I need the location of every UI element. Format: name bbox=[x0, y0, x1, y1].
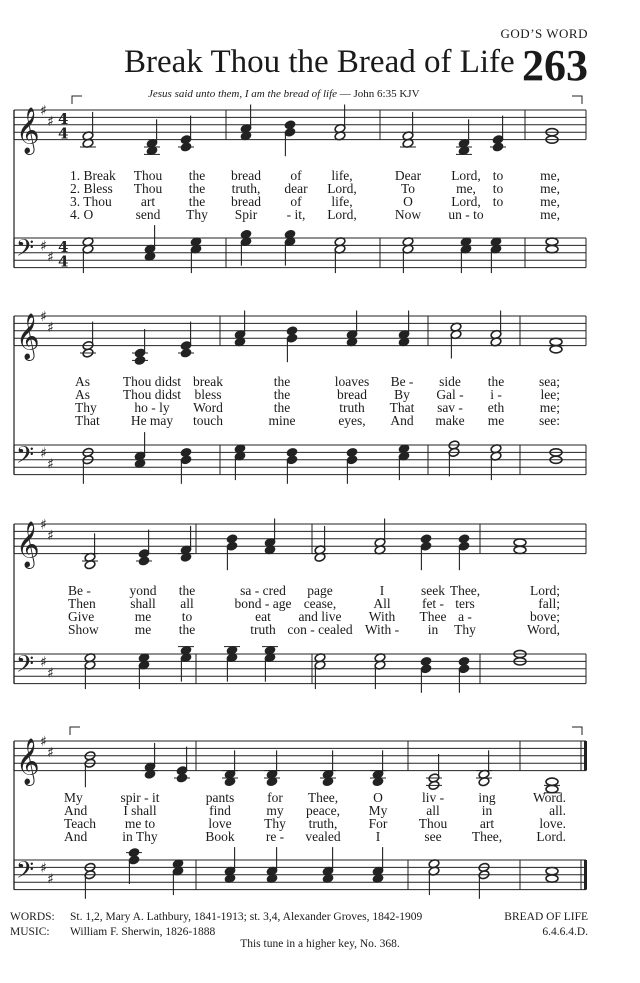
lyric-syllable: fet - bbox=[421, 596, 445, 611]
phrase-bracket bbox=[70, 727, 80, 735]
time-signature: 4 bbox=[58, 124, 69, 143]
lyric-syllable: Lord; bbox=[530, 583, 560, 598]
treble-clef-icon: 𝄞 bbox=[16, 107, 40, 154]
time-signature: 4 bbox=[58, 252, 69, 271]
lyric-syllable: Thee, bbox=[449, 583, 481, 598]
lyric-syllable: 4. O bbox=[70, 207, 94, 222]
lyric-syllable: all. bbox=[549, 803, 566, 818]
lyric-syllable: in bbox=[481, 803, 493, 818]
lyric-syllable: Lord, bbox=[327, 207, 357, 222]
lyric-syllable: to bbox=[181, 609, 193, 624]
lyric-syllable: see: bbox=[539, 413, 560, 428]
words-label: WORDS: bbox=[10, 911, 55, 923]
tune-info bbox=[504, 910, 588, 940]
lyric-syllable: truth bbox=[339, 400, 365, 415]
treble-clef-icon: 𝄞 bbox=[16, 738, 40, 785]
lyric-syllable: re - bbox=[265, 829, 285, 844]
bass-clef-icon: 𝄢 bbox=[16, 650, 35, 684]
lyric-syllable: in bbox=[427, 622, 439, 637]
sharp-icon: ♯ bbox=[47, 528, 54, 545]
lyric-syllable: Then bbox=[68, 596, 96, 611]
phrase-bracket bbox=[572, 727, 582, 735]
lyric-syllable: eth bbox=[487, 400, 505, 415]
note-head bbox=[514, 539, 526, 546]
lyric-syllable: yond bbox=[129, 583, 157, 598]
lyric-syllable: And bbox=[64, 829, 88, 844]
lyric-syllable: liv - bbox=[421, 790, 445, 805]
sharp-icon: ♯ bbox=[40, 103, 47, 119]
lyric-syllable: for bbox=[267, 790, 283, 805]
lyric-syllable: seek bbox=[421, 583, 445, 598]
lyric-syllable: see bbox=[424, 829, 442, 844]
sharp-icon: ♯ bbox=[47, 320, 54, 337]
lyric-syllable: Thy bbox=[75, 400, 97, 415]
lyric-syllable: dear bbox=[284, 181, 308, 196]
lyric-syllable: life, bbox=[331, 168, 353, 183]
lyric-syllable: my bbox=[266, 803, 284, 818]
lyric-syllable: me, bbox=[540, 181, 560, 196]
lyric-syllable: bove; bbox=[530, 609, 560, 624]
lyric-syllable: bread bbox=[337, 387, 367, 402]
lyric-syllable: With bbox=[368, 609, 396, 624]
note-head bbox=[546, 778, 558, 785]
lyric-syllable: the bbox=[487, 374, 505, 389]
sharp-icon: ♯ bbox=[47, 745, 54, 762]
lyric-syllable: Show bbox=[68, 622, 99, 637]
lyric-syllable: That bbox=[75, 413, 100, 428]
lyric-syllable: to bbox=[492, 194, 504, 209]
lyric-syllable: O bbox=[373, 790, 383, 805]
note-head bbox=[514, 546, 526, 553]
lyric-syllable: ho - ly bbox=[134, 400, 170, 415]
lyric-syllable: As bbox=[75, 387, 91, 402]
music-credit: William F. Sherwin, 1826-1888 bbox=[70, 926, 216, 938]
tune-name: BREAD OF LIFE bbox=[504, 911, 588, 923]
bass-clef-icon: 𝄢 bbox=[16, 441, 35, 475]
lyric-syllable: art bbox=[479, 816, 495, 831]
lyric-syllable: Thou bbox=[133, 168, 163, 183]
lyric-syllable: Now bbox=[394, 207, 422, 222]
sharp-icon: ♯ bbox=[47, 249, 54, 266]
lyric-syllable: page bbox=[307, 583, 333, 598]
phrase-bracket bbox=[72, 96, 82, 104]
lyric-syllable: send bbox=[135, 207, 161, 222]
lyric-syllable: For bbox=[368, 816, 388, 831]
sharp-icon: ♯ bbox=[40, 860, 47, 877]
lyric-syllable: eyes, bbox=[338, 413, 366, 428]
time-signature: 4 bbox=[58, 237, 69, 256]
lyric-syllable: of bbox=[290, 194, 302, 209]
lyric-syllable: Thee, bbox=[471, 829, 503, 844]
treble-staff bbox=[14, 309, 586, 365]
alternate-key-note: This tune in a higher key, No. 368. bbox=[240, 938, 400, 950]
lyric-syllable: And bbox=[390, 413, 414, 428]
lyric-syllable: 1. Break bbox=[70, 168, 116, 183]
lyric-syllable: the bbox=[188, 168, 206, 183]
lyric-syllable: and live bbox=[298, 609, 342, 624]
lyric-syllable: Thou didst bbox=[122, 387, 182, 402]
lyric-syllable: Word bbox=[193, 400, 223, 415]
lyric-syllable: to bbox=[492, 168, 504, 183]
music-label: MUSIC: bbox=[10, 926, 50, 938]
bass-staff bbox=[14, 225, 586, 273]
lyric-syllable: ing bbox=[478, 790, 496, 805]
lyric-syllable: My bbox=[64, 790, 83, 805]
sharp-icon: ♯ bbox=[40, 309, 47, 325]
lyric-syllable: me bbox=[134, 609, 152, 624]
lyric-syllable: the bbox=[273, 387, 291, 402]
note-head bbox=[546, 875, 558, 882]
note-head bbox=[546, 238, 558, 245]
bass-clef-icon: 𝄢 bbox=[16, 856, 35, 890]
lyric-syllable: Lord, bbox=[327, 181, 357, 196]
lyric-syllable: me bbox=[487, 413, 505, 428]
phrase-bracket bbox=[572, 96, 582, 104]
lyric-syllable: me, bbox=[540, 168, 560, 183]
lyric-syllable: Thou bbox=[418, 816, 448, 831]
lyric-syllable: That bbox=[389, 400, 415, 415]
lyric-syllable: in Thy bbox=[122, 829, 158, 844]
lyric-syllable: Be - bbox=[68, 583, 91, 598]
lyric-syllable: 3. Thou bbox=[70, 194, 112, 209]
lyric-syllable: 2. Bless bbox=[70, 181, 113, 196]
lyric-syllable: un - to bbox=[448, 207, 484, 222]
lyric-syllable: sav - bbox=[437, 400, 463, 415]
sharp-icon: ♯ bbox=[47, 114, 54, 131]
lyric-syllable: Lord, bbox=[451, 194, 481, 209]
lyric-syllable: Give bbox=[68, 609, 95, 624]
lyric-syllable: me, bbox=[456, 181, 476, 196]
lyric-syllable: To bbox=[400, 181, 416, 196]
lyric-syllable: peace, bbox=[305, 803, 341, 818]
lyric-syllable: All bbox=[373, 596, 391, 611]
lyric-syllable: Gal - bbox=[436, 387, 464, 402]
lyric-syllable: Thee bbox=[419, 609, 447, 624]
lyric-syllable: Word. bbox=[532, 790, 566, 805]
sharp-icon: ♯ bbox=[40, 238, 47, 255]
lyric-syllable: to bbox=[492, 181, 504, 196]
lyric-syllable: Thy bbox=[186, 207, 208, 222]
lyric-syllable: the bbox=[273, 374, 291, 389]
lyric-syllable: vealed bbox=[305, 829, 341, 844]
hymn-number: 263 bbox=[522, 41, 588, 90]
lyric-syllable: I bbox=[379, 583, 385, 598]
lyric-syllable: sea; bbox=[539, 374, 560, 389]
lyric-syllable: bond - age bbox=[234, 596, 292, 611]
lyric-syllable: O bbox=[403, 194, 413, 209]
bass-clef-icon: 𝄢 bbox=[16, 234, 35, 268]
lyric-syllable: con - cealed bbox=[287, 622, 353, 637]
lyric-syllable: me to bbox=[124, 816, 156, 831]
final-barline bbox=[584, 860, 587, 890]
lyric-syllable: loaves bbox=[334, 374, 370, 389]
lyric-syllable: break bbox=[193, 374, 223, 389]
lyric-syllable: - it, bbox=[286, 207, 306, 222]
note-head bbox=[546, 868, 558, 875]
lyric-syllable: Word, bbox=[526, 622, 560, 637]
lyric-syllable: of bbox=[290, 168, 302, 183]
lyric-syllable: side bbox=[439, 374, 461, 389]
section-label: GOD’S WORD bbox=[500, 26, 588, 41]
lyric-syllable: eat bbox=[255, 609, 271, 624]
lyric-syllable: ters bbox=[455, 596, 475, 611]
sharp-icon: ♯ bbox=[47, 456, 54, 473]
hymn-title: Break Thou the Bread of Life bbox=[124, 44, 515, 80]
lyric-syllable: spir - it bbox=[120, 790, 160, 805]
time-signature: 4 bbox=[58, 109, 69, 128]
bass-staff bbox=[14, 645, 586, 693]
treble-clef-icon: 𝄞 bbox=[16, 521, 40, 568]
lyric-syllable: As bbox=[75, 374, 91, 389]
lyric-syllable: the bbox=[178, 622, 196, 637]
lyric-syllable: Spir bbox=[234, 207, 258, 222]
lyric-syllable: mine bbox=[268, 413, 296, 428]
words-credit: St. 1,2, Mary A. Lathbury, 1841-1913; st. 3,4, Alexander Groves, 1842-1909 bbox=[70, 911, 423, 923]
sharp-icon: ♯ bbox=[47, 871, 54, 888]
treble-staff bbox=[14, 734, 587, 793]
treble-clef-icon: 𝄞 bbox=[16, 313, 40, 360]
lyric-syllable: the bbox=[178, 583, 196, 598]
sharp-icon: ♯ bbox=[40, 517, 47, 533]
lyric-syllable: fall; bbox=[538, 596, 560, 611]
lyric-syllable: shall bbox=[130, 596, 156, 611]
lyric-syllable: life, bbox=[331, 194, 353, 209]
lyric-syllable: He may bbox=[130, 413, 174, 428]
lyric-syllable: truth, bbox=[231, 181, 261, 196]
lyric-syllable: Lord, bbox=[451, 168, 481, 183]
lyric-syllable: And bbox=[64, 803, 88, 818]
lyric-syllable: all bbox=[180, 596, 194, 611]
sharp-icon: ♯ bbox=[40, 654, 47, 671]
lyric-syllable: I shall bbox=[123, 803, 157, 818]
lyric-syllable: the bbox=[188, 181, 206, 196]
lyric-syllable: bless bbox=[194, 387, 222, 402]
lyric-syllable: me, bbox=[540, 194, 560, 209]
lyric-syllable: make bbox=[435, 413, 465, 428]
sharp-icon: ♯ bbox=[40, 445, 47, 462]
lyric-syllable: me bbox=[134, 622, 152, 637]
epigraph-text: Jesus said unto them, I am the bread of life bbox=[148, 88, 338, 100]
lyric-syllable: bread bbox=[231, 194, 261, 209]
lyric-syllable: i - bbox=[490, 387, 502, 402]
lyric-syllable: the bbox=[273, 400, 291, 415]
lyric-syllable: Teach bbox=[64, 816, 97, 831]
lyric-syllable: pants bbox=[205, 790, 235, 805]
lyric-syllable: me; bbox=[539, 400, 560, 415]
lyric-syllable: Thy bbox=[454, 622, 476, 637]
sharp-icon: ♯ bbox=[47, 665, 54, 682]
lyric-syllable: By bbox=[394, 387, 410, 402]
lyric-syllable: all bbox=[426, 803, 440, 818]
lyric-syllable: truth, bbox=[308, 816, 338, 831]
lyric-syllable: love. bbox=[539, 816, 566, 831]
lyric-syllable: Be - bbox=[390, 374, 414, 389]
lyric-syllable: sa - cred bbox=[240, 583, 286, 598]
lyric-syllable: me, bbox=[540, 207, 560, 222]
lyric-syllable: Thy bbox=[264, 816, 286, 831]
lyric-syllable: Thou didst bbox=[122, 374, 182, 389]
epigraph-reference: — John 6:35 KJV bbox=[339, 88, 420, 100]
bass-staff bbox=[14, 847, 587, 899]
lyric-syllable: art bbox=[140, 194, 156, 209]
lyric-syllable: find bbox=[209, 803, 231, 818]
note-head bbox=[550, 346, 562, 353]
meter: 6.4.6.4.D. bbox=[542, 926, 588, 938]
lyric-syllable: love bbox=[208, 816, 232, 831]
lyric-syllable: Dear bbox=[394, 168, 422, 183]
treble-staff bbox=[14, 517, 586, 570]
lyric-syllable: My bbox=[368, 803, 388, 818]
lyric-syllable: Lord. bbox=[536, 829, 566, 844]
lyric-syllable: the bbox=[188, 194, 206, 209]
lyric-syllable: I bbox=[375, 829, 381, 844]
lyric-syllable: With - bbox=[364, 622, 400, 637]
lyric-syllable: Book bbox=[205, 829, 235, 844]
lyric-syllable: cease, bbox=[303, 596, 337, 611]
treble-staff bbox=[14, 103, 586, 156]
lyric-syllable: truth bbox=[250, 622, 276, 637]
bass-staff bbox=[14, 432, 586, 484]
lyric-syllable: a - bbox=[458, 609, 472, 624]
note-head bbox=[546, 246, 558, 253]
lyric-syllable: bread bbox=[231, 168, 261, 183]
sharp-icon: ♯ bbox=[40, 734, 47, 750]
lyric-syllable: touch bbox=[193, 413, 223, 428]
lyric-syllable: lee; bbox=[540, 387, 560, 402]
note-head bbox=[550, 338, 562, 345]
credits bbox=[10, 910, 422, 940]
final-barline bbox=[584, 741, 587, 771]
lyric-syllable: Thou bbox=[133, 181, 163, 196]
lyric-syllable: Thee, bbox=[307, 790, 339, 805]
